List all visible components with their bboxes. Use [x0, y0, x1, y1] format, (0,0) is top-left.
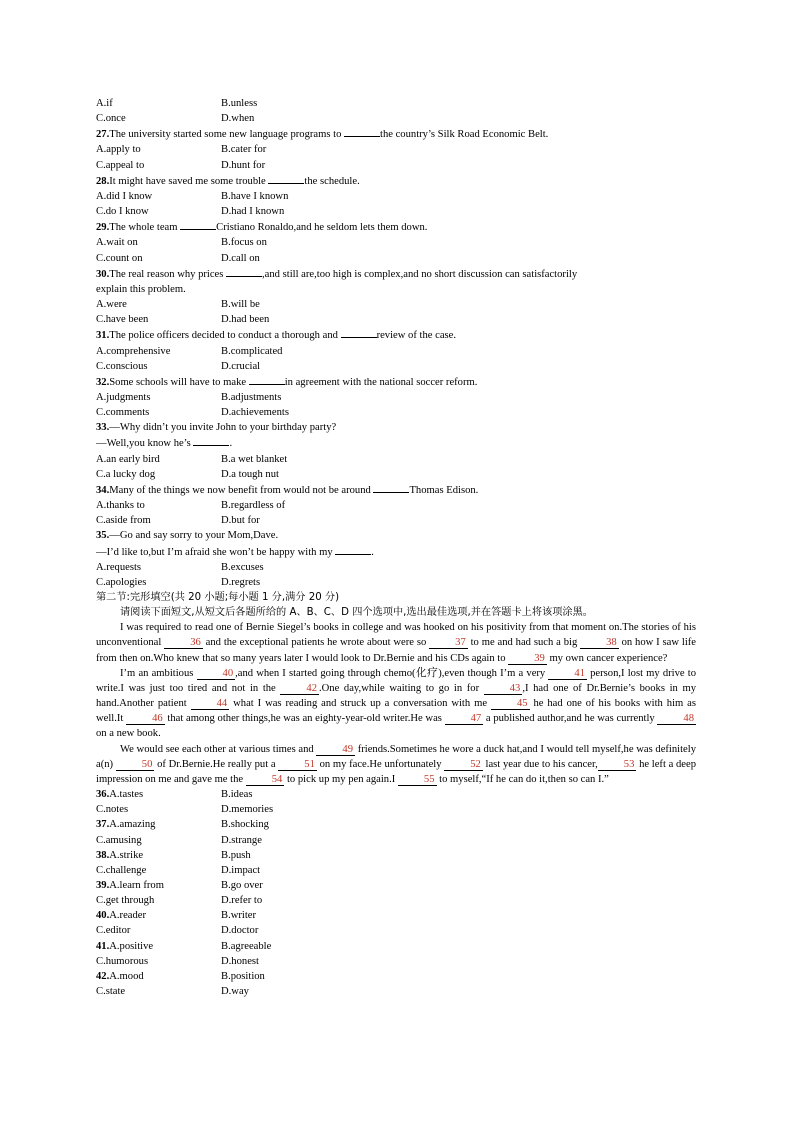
passage-text: person,I lost my drive to write.I was just too tired and not in the [96, 667, 696, 694]
q34-options-row [96, 498, 696, 513]
q30-options-row [96, 312, 696, 327]
cloze-gap-36: 36 [164, 637, 203, 649]
question-text: The real reason why prices [109, 268, 227, 280]
passage-text: last year due to his cancer, [482, 758, 598, 770]
option-text: D.impact [221, 864, 261, 876]
answer-blank [249, 374, 285, 385]
option-text: C.apologies [96, 576, 147, 588]
option-text: C.count on [96, 252, 143, 264]
question-stem [96, 266, 696, 282]
option-text: C.editor [96, 925, 131, 937]
option-label: A.mood [109, 970, 144, 982]
question-text: Many of the things we now benefit from would not be around [109, 484, 374, 496]
answer-blank [268, 173, 304, 184]
option-text: C.appeal to [96, 159, 145, 171]
section-instruction: 请阅读下面短文,从短文后各题所给的 A、B、C、D 四个选项中,选出最佳选项,并在答题卡上将该项涂黑。 [120, 607, 593, 619]
question-text: It might have saved me some trouble [109, 175, 269, 187]
question-text: —Go and say sorry to your Mom,Dave. [109, 530, 279, 542]
cloze-options-row [96, 984, 696, 999]
option-text: C.a lucky dog [96, 468, 156, 480]
passage-text: my own cancer experience? [546, 652, 668, 664]
question-stem [96, 374, 696, 390]
q33-options-row [96, 467, 696, 482]
passage-text: what I was reading and struck up a conversation with me [229, 698, 491, 710]
q27-options-row [96, 142, 696, 157]
cloze-options-row [96, 833, 696, 848]
option-text: A.requests [96, 561, 142, 573]
q29-options-row [96, 235, 696, 250]
option-text: B.shocking [221, 819, 269, 831]
cloze-gap-54: 54 [246, 774, 285, 786]
option-text: B.go over [221, 879, 263, 891]
question-number: 29. [96, 222, 110, 234]
option-text: A.if [96, 98, 113, 109]
option-text: D.when [221, 113, 255, 125]
option-text: B.adjustments [221, 391, 282, 403]
q28-options-row [96, 189, 696, 204]
question-stem [96, 482, 696, 498]
option-text: C.amusing [96, 834, 142, 846]
passage-text: ,I had one of Dr.Bernie’s books in my hand.Another patient [96, 682, 696, 710]
passage-text: a published author,and he was currently [483, 713, 658, 725]
cloze-gap-43: 43 [484, 683, 523, 695]
option-text: B.regardless of [221, 500, 286, 512]
option-text: A.were [96, 299, 127, 311]
cloze-gap-42: 42 [280, 683, 319, 695]
cloze-options-row [96, 954, 696, 969]
passage-text: on a new book. [96, 728, 161, 740]
cloze-gap-38: 38 [580, 637, 619, 649]
question-number: 35. [96, 530, 110, 542]
option-text: B.cater for [221, 144, 267, 156]
option-text: D.call on [221, 252, 260, 264]
question-stem [96, 420, 696, 435]
answer-blank [341, 327, 377, 338]
question-stem [96, 126, 696, 142]
section-title: 第二节:完形填空(共 20 小题;每小题 1 分,满分 20 分) [96, 592, 340, 603]
option-label: A.positive [109, 940, 154, 952]
question-text: . [371, 546, 374, 558]
question-text: —I’d like to,but I’m afraid she won’t be happy with my [96, 546, 336, 558]
question-number: 32. [96, 376, 110, 388]
cloze-gap-55: 55 [398, 774, 437, 786]
option-text [96, 908, 221, 923]
option-text: C.notes [96, 804, 129, 816]
option-label: A.reader [109, 910, 147, 922]
option-text: A.apply to [96, 144, 141, 156]
option-text: D.achievements [221, 407, 289, 419]
option-text: C.aside from [96, 515, 151, 527]
q29-options-row [96, 251, 696, 266]
answer-blank [180, 219, 216, 230]
passage-text: I was required to read one of Bernie Siegel’s books in college and was hooked on his positivity from that moment on.The stories of his unconventional [96, 622, 696, 649]
exam-page [96, 96, 696, 999]
cloze-options-row [96, 848, 696, 863]
option-text: D.hunt for [221, 159, 266, 171]
cloze-gap-51: 51 [278, 759, 317, 771]
question-text: in agreement with the national soccer reform. [284, 376, 478, 388]
question-text: Some schools will have to make [109, 376, 249, 388]
option-text: A.did I know [96, 190, 153, 202]
option-text: B.position [221, 970, 265, 982]
question-text: The whole team [109, 222, 181, 234]
question-text: Cristiano Ronaldo,and he seldom lets them down. [216, 222, 428, 234]
option-text: D.doctor [221, 925, 259, 937]
option-text: C.state [96, 986, 126, 998]
q35-options-row [96, 560, 696, 575]
option-label: A.strike [109, 849, 144, 861]
question-text: the schedule. [304, 175, 360, 187]
option-text: C.once [96, 113, 126, 125]
q32-options-row [96, 390, 696, 405]
cloze-options-row [96, 969, 696, 984]
option-text: C.conscious [96, 360, 148, 372]
cloze-gap-40: 40 [197, 668, 236, 680]
q31-options-row [96, 344, 696, 359]
option-text: C.comments [96, 407, 150, 419]
option-text: D.crucial [221, 360, 261, 372]
passage-paragraph [96, 620, 696, 665]
option-text: B.agreeable [221, 940, 272, 952]
option-text: B.writer [221, 910, 257, 922]
question-number: 42. [96, 970, 110, 982]
cloze-options-row [96, 893, 696, 908]
option-text: B.will be [221, 299, 260, 311]
cloze-options-row [96, 802, 696, 817]
question-text: The police officers decided to conduct a thorough and [109, 330, 341, 342]
question-number: 36. [96, 789, 110, 801]
option-text: D.refer to [221, 895, 263, 907]
answer-blank [226, 266, 262, 277]
option-label: A.tastes [109, 789, 144, 801]
option-text [96, 969, 221, 984]
passage-text: that among other things,he was an eighty-year-old writer.He was [164, 713, 445, 725]
cloze-options-row [96, 923, 696, 938]
passage-text: to me and had such a big [467, 637, 581, 649]
option-text: A.an early bird [96, 453, 160, 465]
option-label: A.learn from [109, 879, 164, 891]
option-text: B.a wet blanket [221, 453, 288, 465]
option-text: B.push [221, 849, 251, 861]
q33-options-row [96, 452, 696, 467]
option-text: D.had been [221, 314, 270, 326]
question-response [96, 435, 696, 451]
option-text: A.judgments [96, 391, 151, 403]
passage-paragraph [96, 666, 696, 742]
option-text [96, 878, 221, 893]
question-stem [96, 327, 696, 343]
answer-blank [193, 435, 229, 446]
option-text [96, 939, 221, 954]
option-text: B.have I known [221, 190, 289, 202]
passage-text: of Dr.Bernie.He really put a [154, 758, 279, 770]
question-text: Thomas Edison. [409, 484, 479, 496]
option-text: D.memories [221, 804, 274, 816]
option-text: D.but for [221, 515, 260, 527]
question-number: 34. [96, 484, 110, 496]
question-number: 39. [96, 879, 110, 891]
cloze-options-row [96, 908, 696, 923]
question-stem [96, 528, 696, 543]
passage-text: I’m an ambitious [120, 667, 197, 679]
option-text: B.excuses [221, 561, 264, 573]
q26-options-row [96, 96, 696, 111]
passage-text: he left a deep impression on me and gave me the [96, 758, 696, 785]
question-number: 27. [96, 129, 110, 141]
cloze-gap-44: 44 [191, 698, 230, 710]
option-text: B.focus on [221, 237, 267, 249]
option-text: D.a tough nut [221, 468, 279, 480]
cloze-gap-53: 53 [598, 759, 637, 771]
question-text: —Well,you know he’s [96, 438, 194, 450]
cloze-gap-48: 48 [657, 713, 696, 725]
cloze-options-row [96, 817, 696, 832]
q26-options-row [96, 111, 696, 126]
question-number: 33. [96, 422, 110, 434]
option-text [96, 848, 221, 863]
option-text [96, 817, 221, 832]
option-text: A.wait on [96, 237, 138, 249]
cloze-gap-41: 41 [548, 668, 587, 680]
question-number: 30. [96, 268, 110, 280]
option-text: C.get through [96, 895, 155, 907]
passage-text: to pick up my pen again.I [284, 773, 398, 785]
option-text: A.comprehensive [96, 345, 171, 357]
question-text-continued: explain this problem. [96, 283, 186, 295]
question-number: 31. [96, 330, 110, 342]
option-text: B.unless [221, 98, 258, 109]
passage-text: on how I saw life from then on.Who knew that so many years later I would look to Dr.Bernie and his CDs again to [96, 637, 696, 664]
question-text: —Why didn’t you invite John to your birthday party? [109, 422, 337, 434]
q31-options-row [96, 359, 696, 374]
question-text: . [229, 438, 233, 450]
passage-text: he had one of his books with him as well.It [96, 698, 696, 725]
cloze-options-row [96, 863, 696, 878]
passage-paragraph [96, 742, 696, 787]
question-response [96, 544, 696, 560]
cloze-gap-46: 46 [126, 713, 165, 725]
cloze-gap-47: 47 [445, 713, 484, 725]
cloze-gap-37: 37 [429, 637, 468, 649]
q32-options-row [96, 405, 696, 420]
question-number: 40. [96, 910, 110, 922]
cloze-options-row [96, 939, 696, 954]
option-text: C.challenge [96, 864, 147, 876]
question-number: 37. [96, 819, 110, 831]
q30-options-row [96, 297, 696, 312]
option-text: B.complicated [221, 345, 283, 357]
answer-blank [335, 544, 371, 555]
passage-text: .One day,while waiting to go in for [319, 682, 484, 694]
question-number: 41. [96, 940, 110, 952]
option-text: D.strange [221, 834, 262, 846]
q35-options-row [96, 575, 696, 590]
passage-text: and the exceptional patients he wrote about were so [202, 637, 430, 649]
cloze-options-row [96, 787, 696, 802]
cloze-gap-39: 39 [508, 653, 547, 665]
q28-options-row [96, 204, 696, 219]
option-text: D.had I known [221, 206, 285, 218]
option-text: D.regrets [221, 576, 261, 588]
option-text: D.way [221, 986, 249, 998]
question-number: 28. [96, 175, 110, 187]
option-text: A.thanks to [96, 500, 145, 512]
question-stem [96, 173, 696, 189]
option-text: C.have been [96, 314, 149, 326]
option-text: D.honest [221, 955, 259, 967]
passage-text: to myself,“If he can do it,then so can I.” [436, 773, 609, 785]
q34-options-row [96, 513, 696, 528]
option-text [96, 787, 221, 802]
cloze-gap-52: 52 [444, 759, 483, 771]
cloze-gap-49: 49 [316, 744, 355, 756]
passage-text: on my face.He unfortunately [316, 758, 445, 770]
option-text: C.do I know [96, 206, 149, 218]
option-text: B.ideas [221, 789, 253, 801]
cloze-gap-50: 50 [116, 759, 155, 771]
passage-text: friends.Sometimes he wore a duck hat,and I would tell myself,he was definitely a(n) [96, 743, 696, 770]
question-text: ,and still are,too high is complex,and no short discussion can satisfactorily [262, 268, 578, 280]
cloze-gap-45: 45 [491, 698, 530, 710]
q27-options-row [96, 158, 696, 173]
passage-text: We would see each other at various times and [120, 743, 317, 755]
cloze-options-row [96, 878, 696, 893]
answer-blank [344, 126, 380, 137]
passage-text: ,and when I started going through chemo(化疗),even though I’m a very [235, 667, 549, 679]
question-text: review of the case. [376, 330, 456, 342]
option-label: A.amazing [109, 819, 156, 831]
answer-blank [373, 482, 409, 493]
question-text: the country’s Silk Road Economic Belt. [380, 129, 549, 141]
question-number: 38. [96, 849, 110, 861]
question-stem [96, 219, 696, 235]
question-text: The university started some new language programs to [109, 129, 345, 141]
option-text: C.humorous [96, 955, 149, 967]
